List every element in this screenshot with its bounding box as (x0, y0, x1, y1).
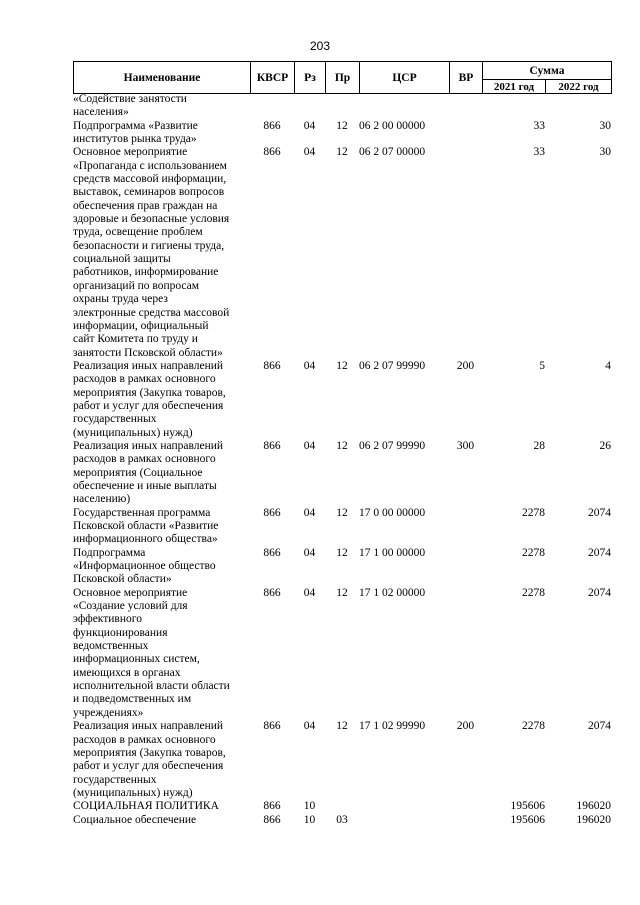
row-vr: 200 (456, 720, 475, 733)
row-vr (449, 587, 482, 720)
row-sum-2022 (545, 93, 611, 120)
row-sum-2022: 30 (599, 119, 611, 132)
row-csr: 06 2 07 99990 (359, 439, 426, 452)
row-kvsr: 866 (263, 800, 281, 813)
row-csr (359, 800, 449, 813)
header-csr: ЦСР (360, 62, 450, 94)
header-sum: Сумма (483, 62, 612, 80)
row-sum-2022: 4 (605, 359, 611, 372)
row-kvsr: 866 (263, 359, 281, 372)
row-rz: 04 (303, 546, 316, 559)
table-row (73, 587, 611, 720)
row-kvsr: 866 (263, 506, 281, 519)
row-sum-2021: 2278 (522, 720, 545, 733)
budget-table (73, 93, 611, 827)
row-sum-2022: 2074 (588, 720, 611, 733)
row-vr (449, 814, 482, 827)
row-pr: 12 (336, 586, 348, 599)
row-pr: 12 (336, 359, 348, 372)
row-sum-2022: 2074 (588, 506, 611, 519)
table-row (73, 547, 611, 587)
table-row (73, 800, 611, 813)
row-rz: 04 (303, 720, 316, 733)
row-rz: 10 (303, 813, 316, 826)
row-kvsr: 866 (263, 119, 281, 132)
table-row (73, 440, 611, 507)
row-csr: 17 1 02 99990 (359, 720, 426, 733)
row-name: Государственная программа Псковской области «Развитие информационного общества» (73, 506, 219, 546)
row-kvsr: 866 (263, 720, 281, 733)
table-row (73, 146, 611, 360)
row-pr: 12 (336, 546, 348, 559)
header-vr: ВР (450, 62, 483, 94)
row-name: Реализация иных направлений расходов в рамках основного мероприятия (Закупка товаров, работ и услуг для обеспечения государственных (муниципальных) нужд) (73, 359, 226, 439)
row-rz (294, 93, 325, 120)
header-year-2022: 2022 год (546, 80, 612, 94)
header-name: Наименование (74, 62, 251, 94)
row-vr (449, 507, 482, 547)
row-rz: 04 (303, 586, 316, 599)
page-number: 203 (309, 39, 331, 53)
row-sum-2021: 28 (533, 439, 545, 452)
table-row (73, 720, 611, 800)
row-pr (325, 93, 359, 120)
row-rz: 04 (303, 146, 316, 159)
row-csr: 06 2 00 00000 (359, 119, 426, 132)
table-row (73, 120, 611, 147)
row-kvsr: 866 (263, 146, 281, 159)
row-rz: 04 (303, 119, 316, 132)
row-name: Подпрограмма «Информационное общество Псковской области» (73, 546, 216, 586)
row-kvsr: 866 (263, 813, 281, 826)
row-pr (325, 800, 359, 813)
row-name: Социальное обеспечение (73, 813, 197, 826)
row-pr: 12 (336, 119, 348, 132)
row-rz: 04 (303, 359, 316, 372)
row-csr: 06 2 07 99990 (359, 359, 426, 372)
row-name: СОЦИАЛЬНАЯ ПОЛИТИКА (73, 800, 219, 813)
header-kvsr: КВСР (251, 62, 295, 94)
row-pr: 12 (336, 439, 348, 452)
table-row (73, 814, 611, 827)
row-name: Подпрограмма «Развитие институтов рынка труда» (73, 119, 198, 146)
row-sum-2022: 2074 (588, 586, 611, 599)
row-sum-2021: 2278 (522, 586, 545, 599)
row-sum-2022: 196020 (576, 800, 611, 813)
row-pr: 03 (336, 813, 348, 826)
row-kvsr: 866 (263, 546, 281, 559)
row-sum-2022: 30 (599, 146, 611, 159)
row-sum-2022: 2074 (588, 546, 611, 559)
row-vr (449, 120, 482, 147)
row-csr: 17 0 00 00000 (359, 506, 426, 519)
header-pr: Пр (326, 62, 360, 94)
row-csr (359, 93, 449, 120)
header-year-2021: 2021 год (483, 80, 546, 94)
row-sum-2021: 195606 (510, 813, 545, 826)
row-sum-2022: 26 (599, 439, 611, 452)
row-name: Основное мероприятие «Пропаганда с использованием средств массовой информации, выставок, семинаров вопросов обеспечения прав граждан на здоровые и безопасные условия труда, освещение проблем безопасности и гигиены труда, социальной защиты работников, информирование организаций по вопросам охраны труда через электронные средства массовой информации, официальный сайт Комитета по труду и занятости Псковской области» (73, 146, 230, 359)
row-kvsr: 866 (263, 439, 281, 452)
table-row (73, 360, 611, 440)
row-vr (449, 547, 482, 587)
row-pr: 12 (336, 506, 348, 519)
row-kvsr: 866 (263, 586, 281, 599)
row-rz: 04 (303, 439, 316, 452)
row-vr (449, 93, 482, 120)
row-sum-2021: 195606 (510, 800, 545, 813)
row-sum-2022: 196020 (576, 813, 611, 826)
row-name: Реализация иных направлений расходов в рамках основного мероприятия (Закупка товаров, работ и услуг для обеспечения государственных (муниципальных) нужд) (73, 720, 226, 799)
table-row (73, 507, 611, 547)
row-csr: 17 1 02 00000 (359, 586, 426, 599)
row-name: Основное мероприятие «Создание условий для эффективного функционирования ведомственных информационных систем, имеющихся в органах исполнительной власти области и подведомственных им учреждениях» (73, 586, 230, 719)
row-kvsr (250, 93, 294, 120)
row-sum-2021: 33 (533, 146, 545, 159)
row-sum-2021: 2278 (522, 506, 545, 519)
row-vr (449, 146, 482, 360)
row-sum-2021: 33 (533, 119, 545, 132)
table-row (73, 93, 611, 120)
row-vr: 200 (456, 359, 475, 372)
row-name: Реализация иных направлений расходов в рамках основного мероприятия (Социальное обеспечение и иные выплаты населению) (73, 439, 224, 506)
header-rz: Рз (295, 62, 326, 94)
row-sum-2021: 2278 (522, 546, 545, 559)
row-pr: 12 (336, 146, 348, 159)
row-name: «Содействие занятости населения» (73, 93, 187, 119)
table-header (73, 61, 612, 94)
row-sum-2021: 5 (539, 359, 545, 372)
row-pr: 12 (336, 720, 348, 733)
row-vr (449, 800, 482, 813)
row-csr: 17 1 00 00000 (359, 546, 426, 559)
row-rz: 10 (303, 800, 316, 813)
row-sum-2021 (482, 93, 545, 120)
row-csr (359, 814, 449, 827)
row-vr: 300 (456, 439, 475, 452)
row-rz: 04 (303, 506, 316, 519)
row-csr: 06 2 07 00000 (359, 146, 426, 159)
